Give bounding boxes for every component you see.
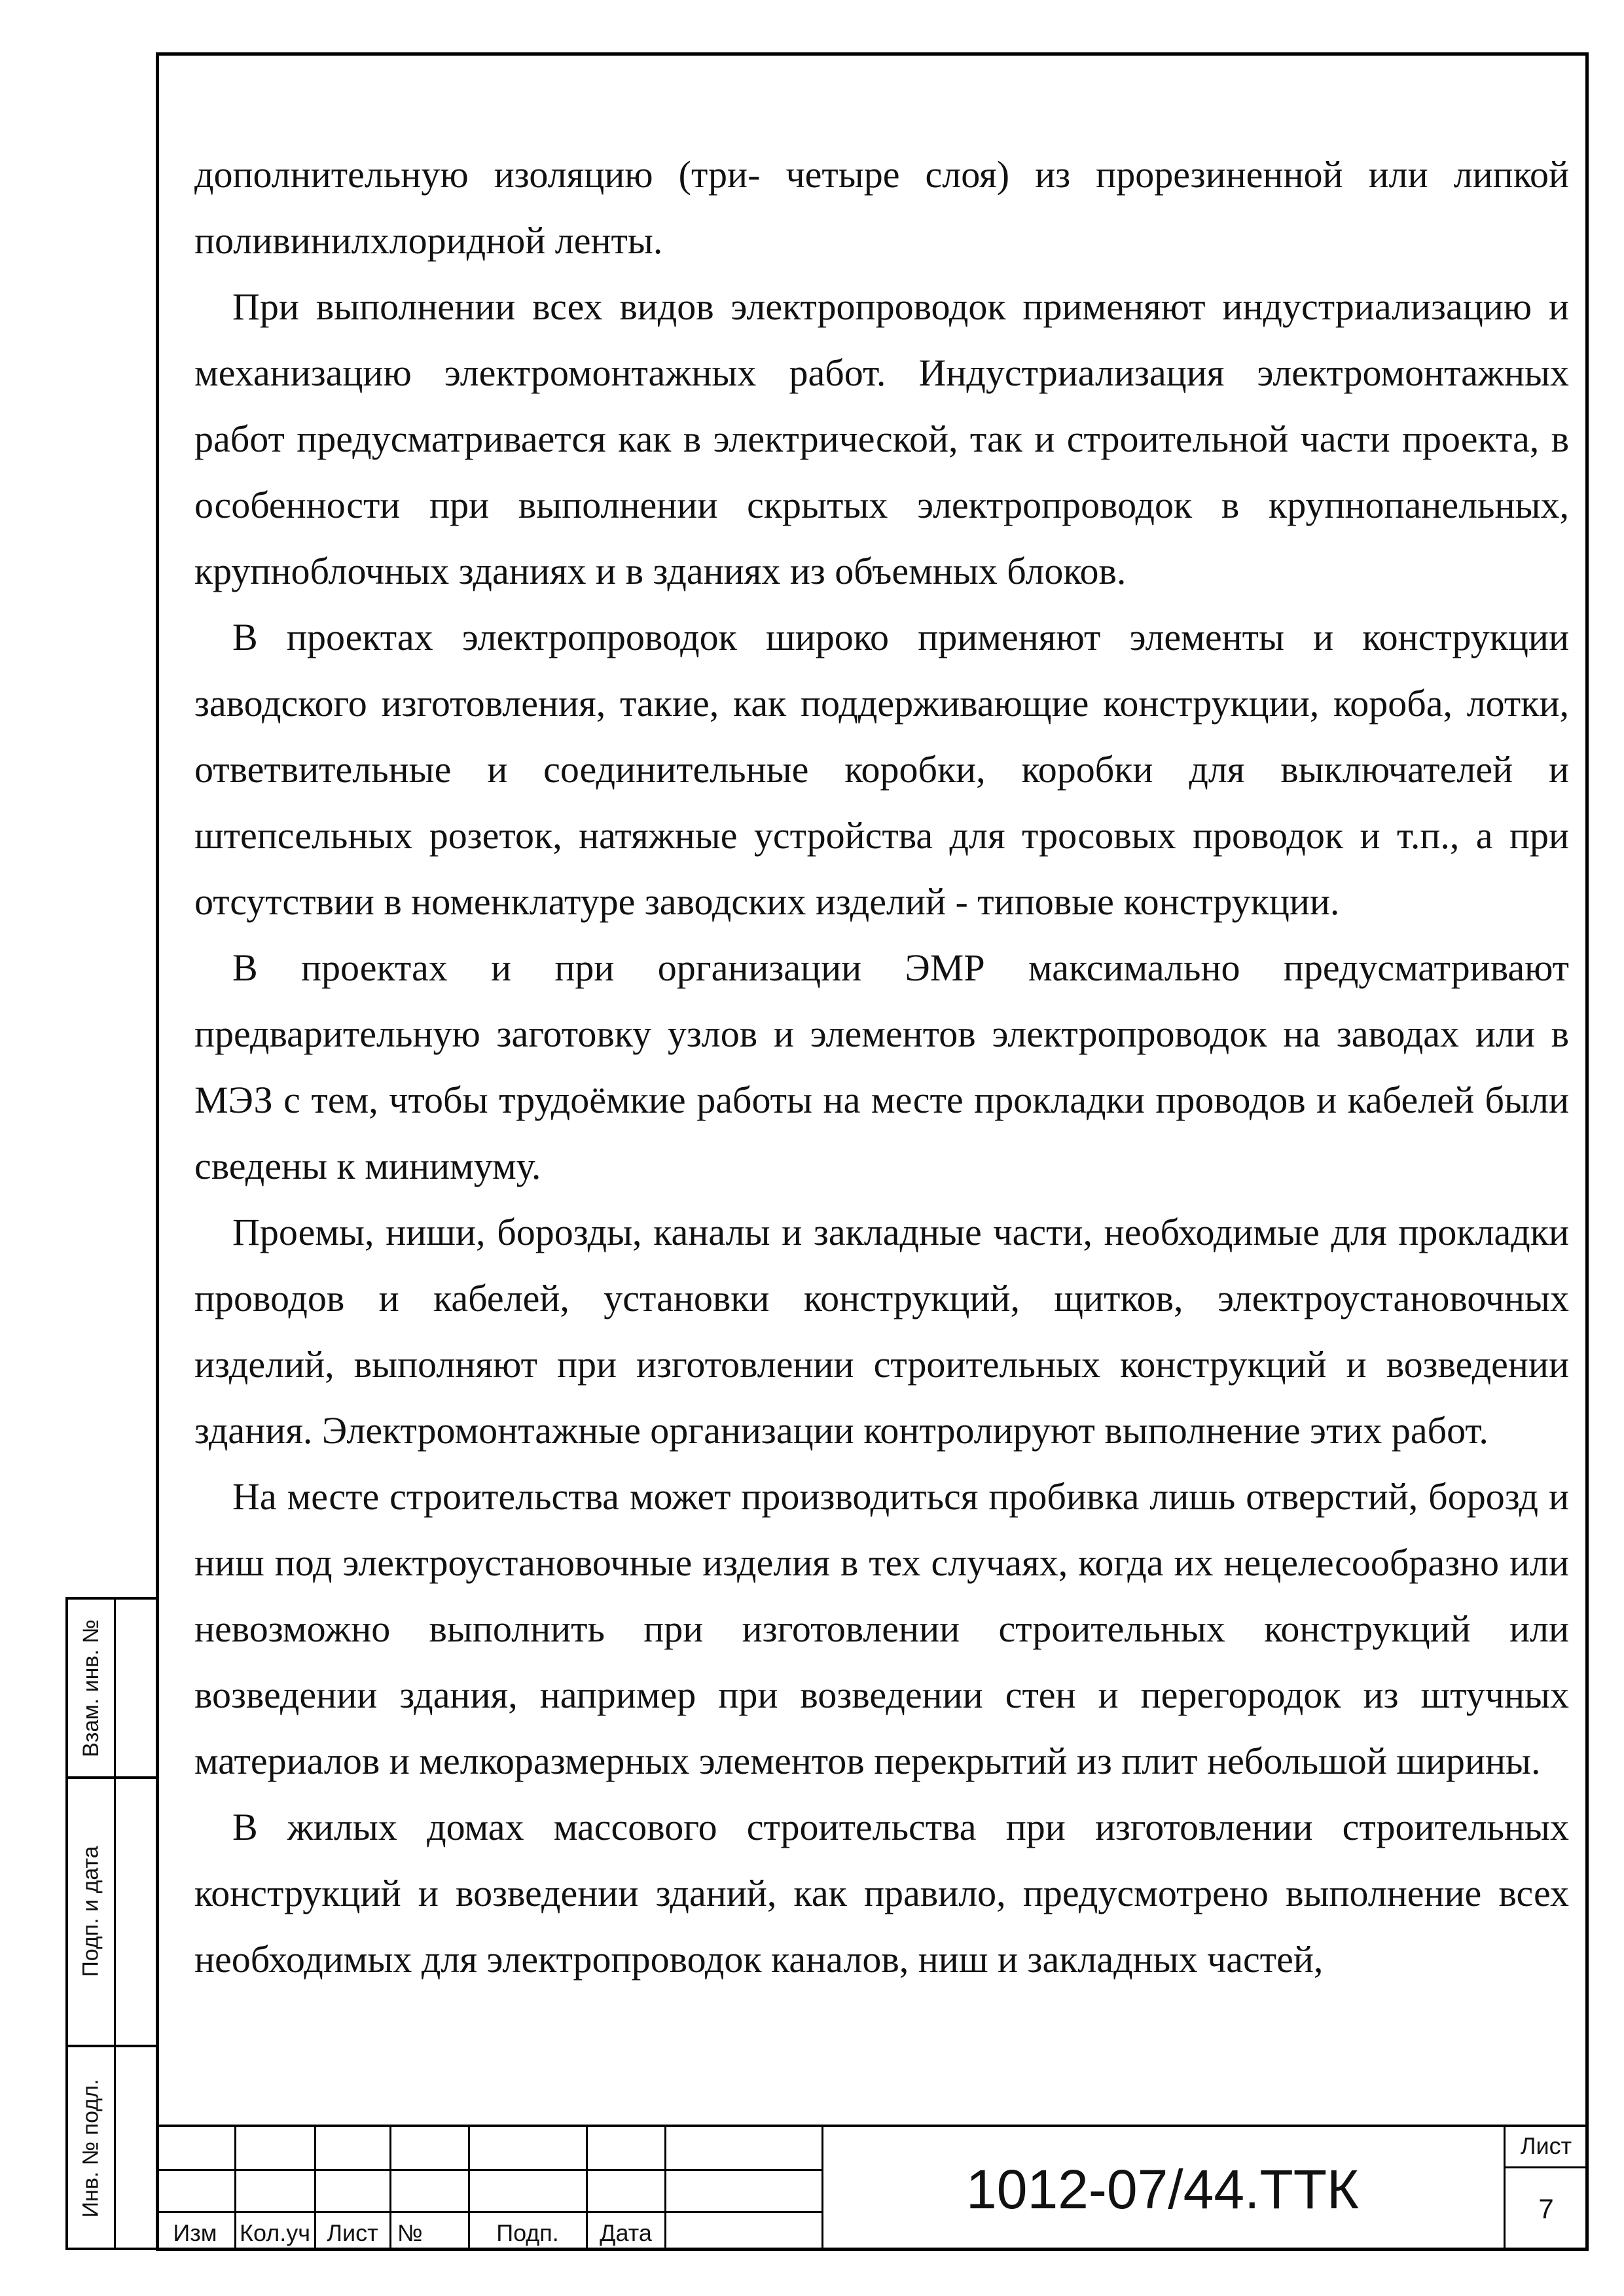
- inv-original-label: Инв. № подл.: [78, 2079, 103, 2217]
- paragraph: В жилых домах массового строительства при изготовлении строительных конструкций и возведении зданий, как правило, предусмотрено выполнение всех необходимых для электропроводок каналов, ниш и закладных частей,: [194, 1806, 1569, 1981]
- document-body: [194, 141, 1569, 1992]
- document-code: 1012-07/44.ТТК: [966, 2158, 1359, 2220]
- paragraph: дополнительную изоляцию (три- четыре слоя) из прорезиненной или липкой поливинилхлоридной ленты.: [194, 153, 1569, 262]
- signature-header: Подп.: [496, 2219, 559, 2246]
- inv-original-cell: [68, 2046, 114, 2250]
- paragraph: В проектах электропроводок широко применяют элементы и конструкции заводского изготовления, такие, как поддерживающие конструкции, короба, лотки, ответвительные и соединительные коробки, коробки для выключателей и штепсельных розеток, натяжные устройства для тросовых проводок и т.п., а при отсутствии в номенклатуре заводских изделий - типовые конструкции.: [194, 616, 1569, 923]
- title-block: [156, 2125, 1589, 2251]
- quantity-header: Кол.уч: [240, 2219, 310, 2246]
- sheet-number: 7: [1538, 2193, 1554, 2224]
- paragraph: При выполнении всех видов электропроводок применяют индустриализацию и механизацию электромонтажных работ. Индустриализация электромонтажных работ предусматривается как в электрической, так и строительной части проекта, в особенности при выполнении скрытых электропроводок в крупнопанельных, крупноблочных зданиях и в зданиях из объемных блоков.: [194, 285, 1569, 592]
- paragraph: Проемы, ниши, борозды, каналы и закладные части, необходимые для прокладки проводов и кабелей, установки конструкций, щитков, электроустановочных изделий, выполняют при изготовлении строительных конструкций и возведении здания. Электромонтажные организации контролируют выполнение этих работ.: [194, 1211, 1569, 1452]
- change-header: Изм: [173, 2219, 217, 2246]
- inv-replacement-cell: [68, 1600, 114, 1776]
- side-strip-divider: [114, 1600, 116, 2248]
- paragraph: На месте строительства может производиться пробивка лишь отверстий, борозд и ниш под электроустановочные изделия в тех случаях, когда их нецелесообразно или невозможно выполнить при изготовлении строительных конструкций или возведении здания, например при возведении стен и перегородок из штучных материалов и мелкоразмерных элементов перекрытий из плит небольшой ширины.: [194, 1475, 1569, 1782]
- paragraph: В проектах и при организации ЭМР максимально предусматривают предварительную заготовку узлов и элементов электропроводок на заводах или в МЭЗ с тем, чтобы трудоёмкие работы на месте прокладки проводов и кабелей были сведены к минимуму.: [194, 946, 1569, 1187]
- sheet-header: Лист: [327, 2219, 378, 2246]
- date-header: Дата: [600, 2219, 652, 2246]
- signature-date-label: Подп. и дата: [78, 1845, 103, 1977]
- title-block-row-line: [156, 2169, 821, 2171]
- inv-replacement-label: Взам. инв. №: [78, 1619, 103, 1757]
- title-block-row-line: [156, 2211, 821, 2213]
- doc-number-header: №: [397, 2219, 423, 2246]
- signature-date-cell: [68, 1778, 114, 2045]
- side-stamp-strip: [65, 1597, 156, 2250]
- sheet-label: Лист: [1520, 2132, 1572, 2159]
- title-block-column-line: [664, 2127, 666, 2251]
